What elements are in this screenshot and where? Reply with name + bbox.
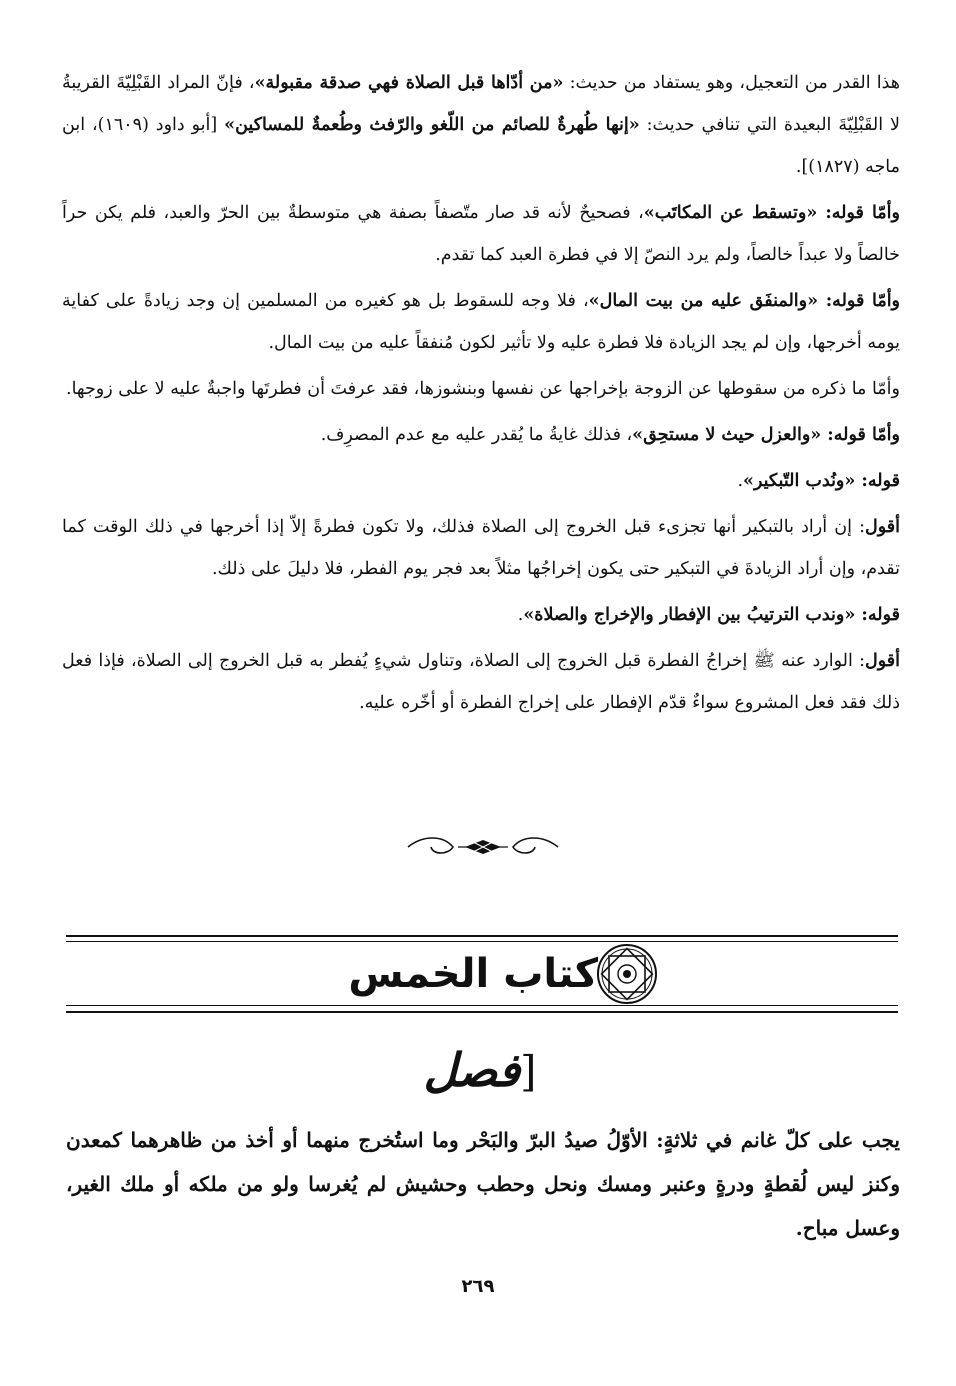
paragraph (62, 640, 900, 724)
paragraph-text: ، فإنّ المراد القَبْلِيّةَ القريبةُ لا القَبْلِيّةَ البعيدة التي تنافي حديث: (62, 73, 901, 135)
paragraph-text: ، فصحيحٌ لأنه قد صار متّصفاً بصفة هي متوسطةٌ بين الحرّ والعبد، فلم يكن حراً خالصاً ولا عبداً خالصاً، ولم يرد النصّ إلا في فطرة العبد كما تقدم. (62, 203, 900, 265)
quoted-text: قوله: «ونُدب التّبكير» (743, 471, 900, 491)
quoted-text: وأمّا قوله: «وتسقط عن المكاتَب» (643, 203, 900, 223)
quoted-text: وأمّا قوله: «والعزل حيث لا مستحِق» (632, 425, 900, 445)
commentary-body (62, 62, 900, 728)
section-bracket: [ (520, 1047, 537, 1096)
paragraph-text: . (517, 605, 524, 625)
quoted-text: «إنها طُهرةٌ للصائم من اللّغو والرّفث وطُعمةٌ للمساكين» (224, 115, 640, 135)
chapter-header (66, 935, 898, 1015)
paragraph-text: : الوارد عنه ﷺ إخراجُ الفطرة قبل الخروج إلى الصلاة، وتناول شيءٍ يُفطر به قبل الخروج إلى الصلاة، فإذا فعل ذلك فقد فعل المشروع سواءٌ قدّم الإفطار على إخراج الفطرة أو أخّره عليه. (62, 651, 900, 713)
octagram-emblem-icon (596, 943, 658, 1005)
ornament-divider-icon (403, 830, 563, 864)
chapter-title: كتاب الخمس (348, 951, 598, 997)
quoted-text: «من أدّاها قبل الصلاة فهي صدقة مقبولة» (254, 73, 564, 93)
paragraph (62, 506, 900, 590)
paragraph (62, 368, 900, 410)
quoted-text: أقول (865, 517, 900, 537)
paragraph-text: [أبو داود (١٦٠٩)، ابن ماجه (١٨٢٧)]. (62, 115, 900, 177)
paragraph (62, 192, 900, 276)
section-heading (400, 1040, 560, 1110)
paragraph (62, 594, 900, 636)
paragraph (62, 414, 900, 456)
section-heading-text: فصل (423, 1043, 521, 1097)
quoted-text: أقول (865, 651, 900, 671)
quoted-text: قوله: «وندب الترتيبُ بين الإفطار والإخراج والصلاة» (523, 605, 900, 625)
paragraph-text: وأمّا ما ذكره من سقوطها عن الزوجة بإخراجها عن نفسها وبنشوزها، فقد عرفتَ أن فطرتَها واجبةٌ عليه لا على زوجها. (66, 379, 900, 399)
paragraph-text: ، فذلك غايةُ ما يُقدر عليه مع عدم المصرِف. (320, 425, 633, 445)
paragraph (62, 460, 900, 502)
paragraph (62, 62, 900, 188)
page-number: ٢٦٩ (461, 1276, 495, 1297)
paragraph-text: ، فلا وجه للسقوط بل هو كغيره من المسلمين إن وجد زيادةً على كفاية يومه أخرجها، وإن لم يجد الزيادة فلا فطرة عليه ولا تأثير لكون مُنفقاً عليه من بيت المال. (62, 291, 900, 353)
paragraph-text: : إن أراد بالتبكير أنها تجزىء قبل الخروج إلى الصلاة فذلك، ولا تكون فطرةً إلاّ إذا أخرجها في ذلك الوقت كما تقدم، وإن أراد الزيادةَ في التبكير حتى يكون إخراجُها مثلاً بعد فجر يوم الفطر، فلا دليلَ على ذلك. (62, 517, 900, 579)
paragraph-text: هذا القدر من التعجيل، وهو يستفاد من حديث: (563, 73, 901, 93)
matn-text: يجب على كلّ غانم في ثلاثةٍ: الأوّلُ صيدُ البرّ والبَحْر وما استُخرج منهما أو أخذ من ظاهرهما كمعدن وكنز ليس لُقطةٍ ودرةٍ وعنبر ومسك ونحل وحطب وحشيش لم يُغرسا ولو من ملكه أو ملك الغير، وعسل مباح. (66, 1128, 900, 1240)
paragraph-text: . (737, 471, 744, 491)
paragraph (62, 280, 900, 364)
quoted-text: وأمّا قوله: «والمنفَق عليه من بيت المال» (588, 291, 901, 311)
